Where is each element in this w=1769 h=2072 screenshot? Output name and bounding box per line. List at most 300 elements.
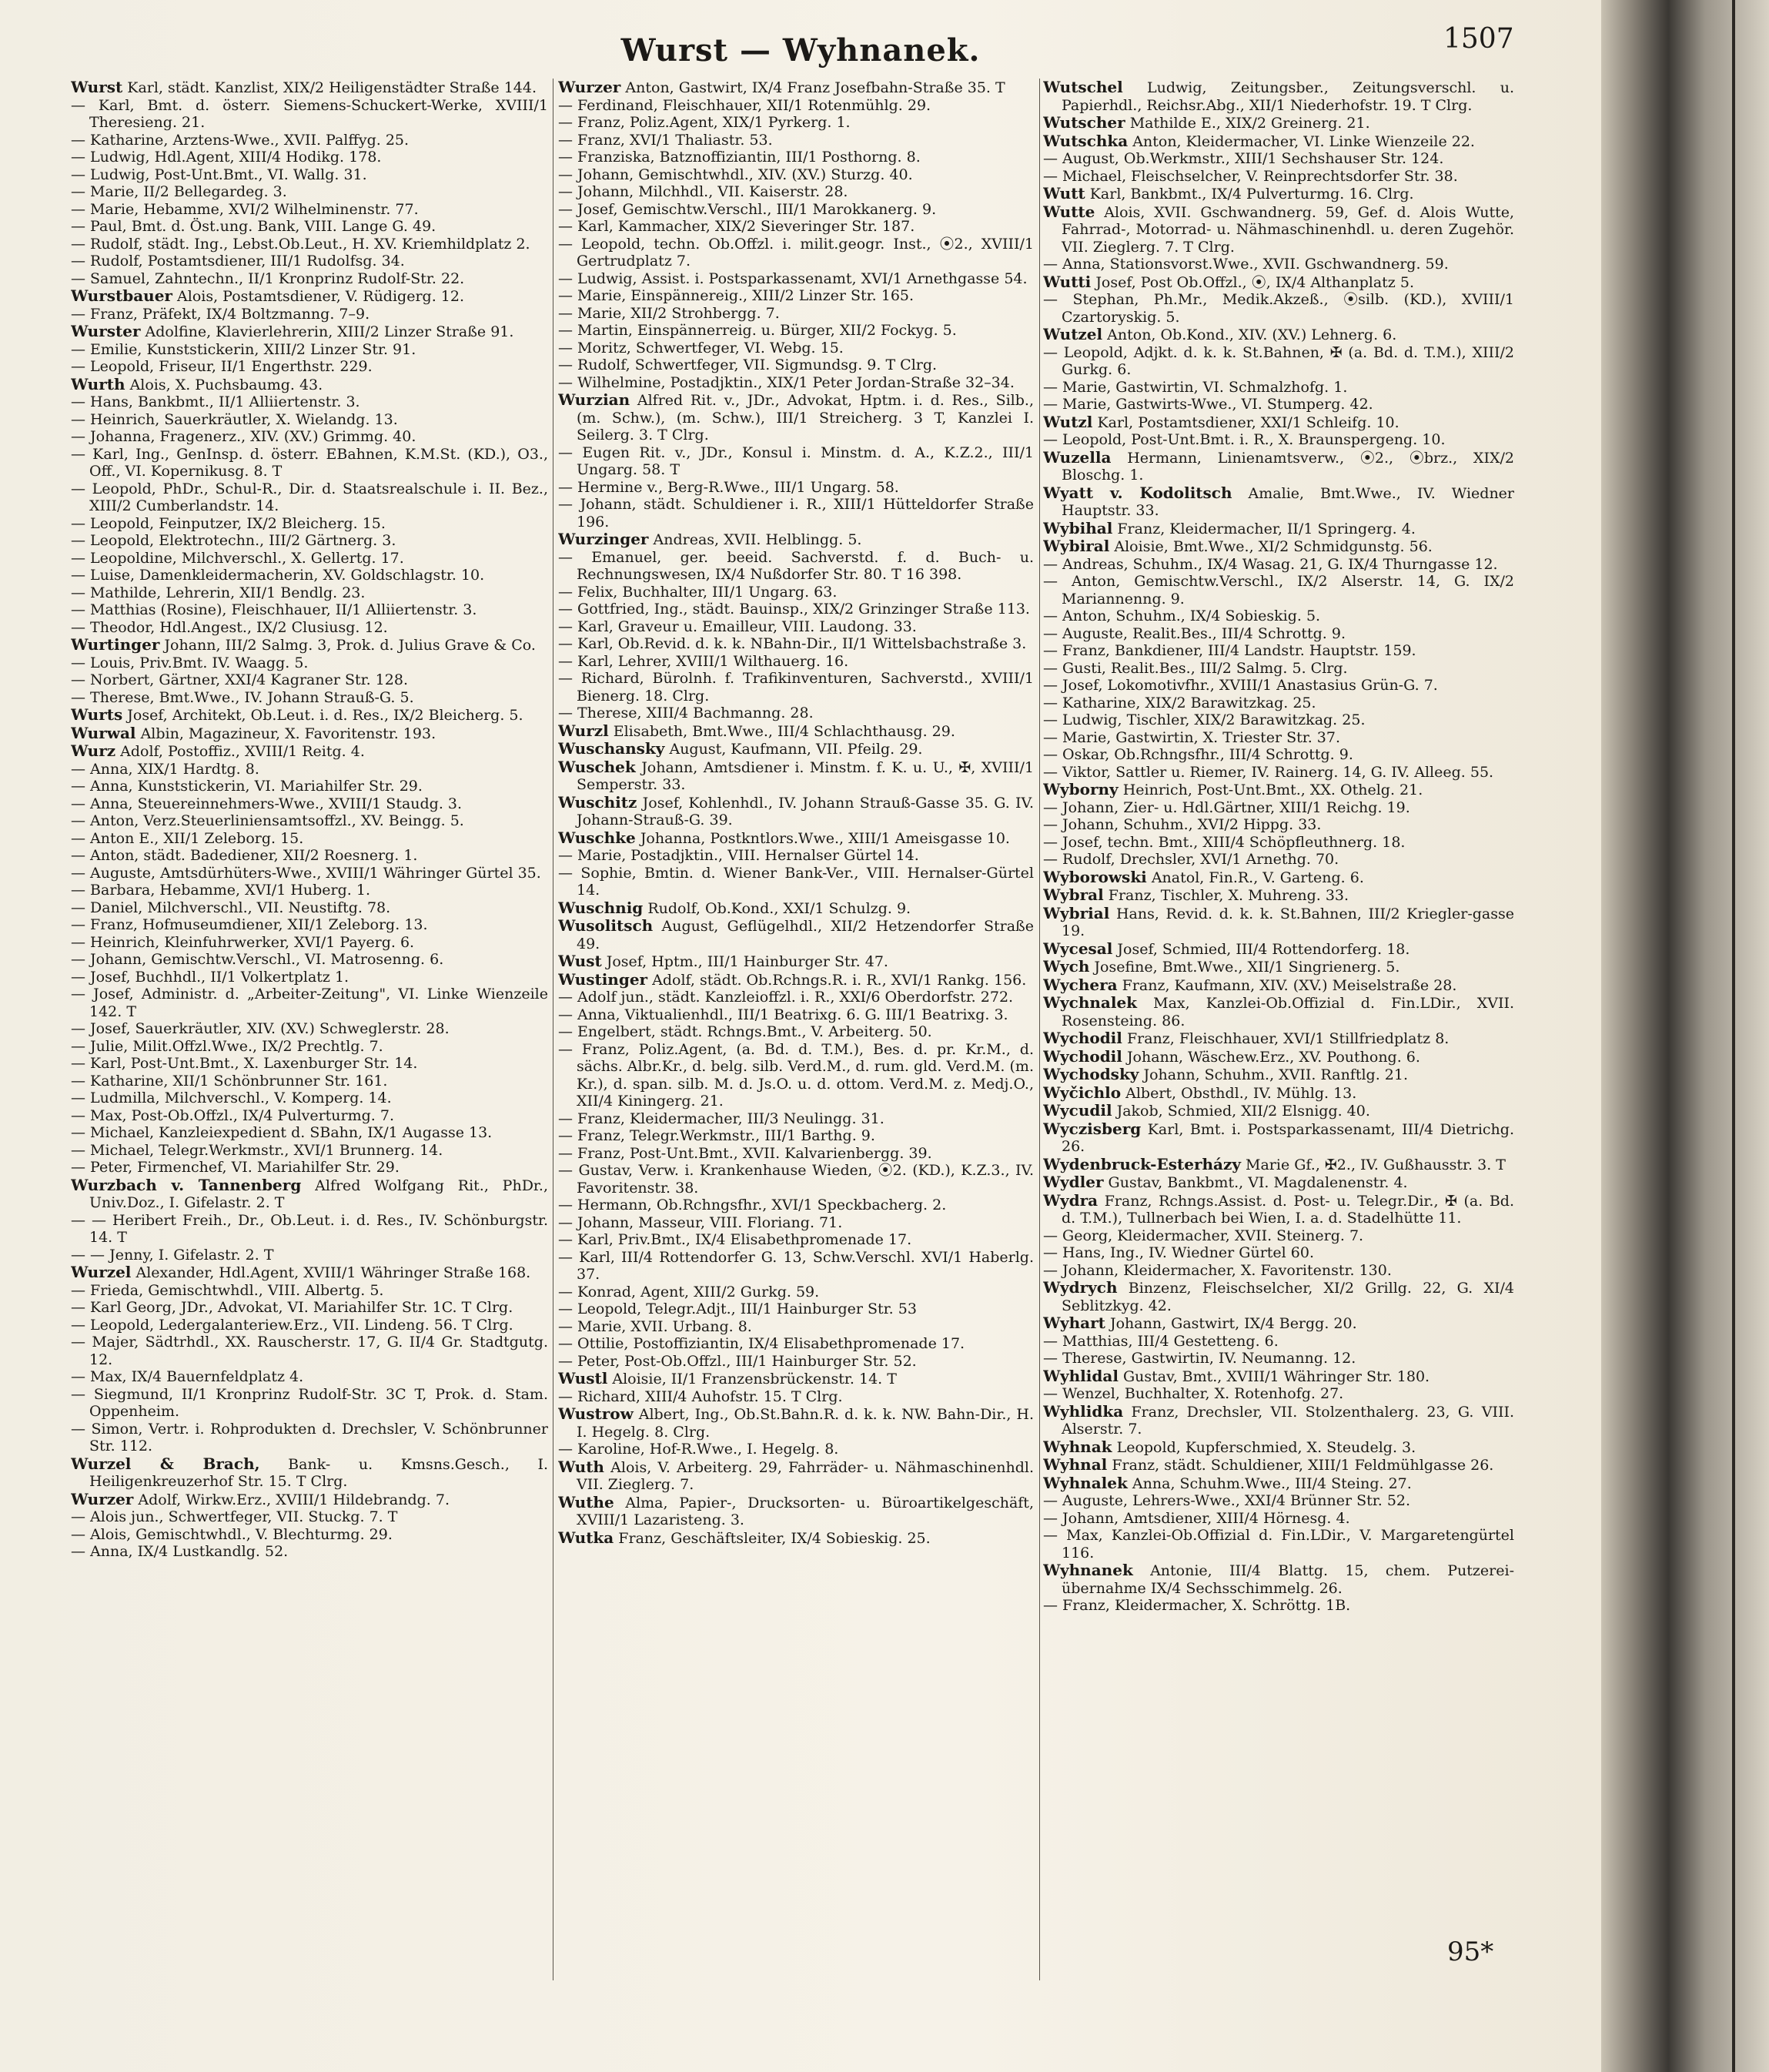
directory-entry: [558, 1110, 1034, 1128]
entry-text: — Oskar, Ob.Rchngsfhr., III/4 Schrottg. 9.: [1043, 746, 1353, 763]
entry-surname: Wurtinger: [71, 635, 160, 654]
directory-entry: [1043, 185, 1514, 203]
entry-text: — Anna, Viktualienhdl., III/1 Beatrixg. 6. G. III/1 Beatrixg. 3.: [558, 1006, 1008, 1023]
entry-surname: Wust: [558, 952, 602, 970]
entry-text: — Josef, Sauerkräutler, XIV. (XV.) Schweglerstr. 28.: [71, 1020, 450, 1037]
entry-text: Albert, Ing., Ob.St.Bahn.R. d. k. k. NW. Bahn-Dir., H. I. Hegelg. 8. Clrg.: [577, 1406, 1034, 1441]
directory-entry: [1043, 379, 1514, 397]
entry-surname: Wurst: [71, 79, 123, 96]
entry-text: — Franz, Kleidermacher, X. Schröttg. 1B.: [1043, 1597, 1351, 1614]
directory-entry: [558, 917, 1034, 952]
directory-entry: [1043, 799, 1514, 817]
entry-surname: Wurwal: [71, 723, 136, 742]
directory-entry: [71, 183, 548, 201]
entry-text: Marie Gf., ✠2., IV. Gußhausstr. 3. T: [1246, 1156, 1506, 1173]
entry-text: — Leopoldine, Milchverschl., X. Gellertg. 17.: [71, 549, 404, 567]
entry-text: Josef, Schmied, III/4 Rottendorferg. 18.: [1117, 940, 1410, 958]
entry-text: Alois, XVII. Gschwandnerg. 59, Gef. d. Alois Wutte, Fahrrad-, Motorrad- u. Nähmaschinenhdl. u. deren Zugehör. VII. Zieglerg. 7. T Clrg.: [1062, 203, 1514, 256]
entry-text: Franz, Tischler, X. Muhreng. 33.: [1108, 887, 1349, 904]
entry-text: — Franz, XVI/1 Thaliastr. 53.: [558, 131, 773, 149]
entry-text: Alfred Rit. v., JDr., Advokat, Hptm. i. d. Res., Silb., (m. Schw.), (m. Schw.), III/1 Streicherg. 3 T, Kanzlei I. Seilerg. 3. T Clrg.: [577, 392, 1034, 444]
entry-text: — Marie, Hebamme, XVI/2 Wilhelminenstr. 77.: [71, 200, 419, 218]
entry-text: — Ludmilla, Milchverschl., V. Komperg. 14.: [71, 1090, 392, 1106]
directory-entry: [71, 515, 548, 533]
directory-entry: [71, 306, 548, 323]
entry-text: Franz, städt. Schuldiener, XIII/1 Feldmühlgasse 26.: [1112, 1457, 1494, 1474]
signature-mark: 95*: [1447, 1936, 1494, 1967]
directory-entry: [71, 865, 548, 882]
entry-text: — Karl, Post-Unt.Bmt., X. Laxenburger Str. 14.: [71, 1055, 418, 1072]
entry-text: Adolf, städt. Ob.Rchngs.R. i. R., XVI/1 Rankg. 156.: [652, 971, 1027, 989]
directory-entry: [558, 79, 1034, 97]
entry-text: — Josef, Buchhdl., II/1 Volkertplatz 1.: [71, 968, 349, 986]
entry-text: — Josef, Lokomotivfhr., XVIII/1 Anastasius Grün-G. 7.: [1043, 677, 1438, 694]
entry-text: Anton, Gastwirt, IX/4 Franz Josefbahn-Straße 35. T: [625, 79, 1005, 96]
directory-entry: [1043, 431, 1514, 449]
entry-surname: Wychodil: [1043, 1029, 1122, 1047]
entry-surname: Wyborny: [1043, 780, 1119, 798]
directory-entry: [558, 584, 1034, 601]
directory-entry: [71, 899, 548, 917]
entry-text: Aloisie, II/1 Franzensbrückenstr. 14. T: [612, 1371, 897, 1387]
entry-text: — Johann, Gemischtwhdl., XIV. (XV.) Sturzg. 40.: [558, 166, 913, 183]
directory-entry: [558, 601, 1034, 618]
entry-text: — Leopold, techn. Ob.Offzl. i. milit.geogr. Inst., ⦿2., XVIII/1 Gertrudplatz 7.: [558, 235, 1034, 269]
entry-text: — Michael, Telegr.Werkmstr., XVI/1 Brunnerg. 14.: [71, 1141, 443, 1159]
entry-surname: Wurzer: [558, 79, 621, 96]
directory-entry: [71, 1526, 548, 1544]
entry-text: — Eugen Rit. v., JDr., Konsul i. Minstm. d. A., K.Z.2., III/1 Ungarg. 58. T: [558, 444, 1034, 478]
entry-text: Ludwig, Zeitungsber., Zeitungsverschl. u. Papierhdl., Reichsr.Abg., XII/1 Niederhofstr. 19. T Clrg.: [1062, 79, 1514, 114]
entry-text: — — Heribert Freih., Dr., Ob.Leut. i. d. Res., IV. Schönburgstr. 14. T: [71, 1211, 548, 1246]
directory-entry: [1043, 344, 1514, 379]
entry-text: — Anna, IX/4 Lustkandlg. 52.: [71, 1543, 289, 1560]
entry-text: — Karl, Priv.Bmt., IX/4 Elisabethpromenade 17.: [558, 1231, 912, 1248]
entry-text: — Auguste, Amtsdürhüters-Wwe., XVIII/1 Währinger Gürtel 35.: [71, 864, 541, 882]
directory-entry: [1043, 746, 1514, 764]
entry-text: Karl, Postamtsdiener, XXI/1 Schleifg. 10.: [1097, 413, 1399, 431]
entry-text: — Katharine, Arztens-Wwe., XVII. Palffyg. 25.: [71, 131, 410, 149]
directory-entry: [71, 1107, 548, 1125]
entry-text: — Majer, Sädtrhdl., XX. Rauscherstr. 17, G. II/4 Gr. Stadtgutg. 12.: [71, 1334, 548, 1368]
directory-entry: [1043, 1456, 1514, 1475]
directory-entry: [1043, 1227, 1514, 1245]
entry-surname: Wuschitz: [558, 792, 637, 812]
entry-text: Alois, V. Arbeiterg. 29, Fahrräder- u. Nähmaschinenhdl. VII. Zieglerg. 7.: [577, 1458, 1034, 1493]
entry-text: — Karl, III/4 Rottendorfer G. 13, Schw.Verschl. XVI/1 Haberlg. 37.: [558, 1248, 1034, 1283]
directory-entry: [558, 287, 1034, 305]
entry-surname: Wydler: [1043, 1173, 1104, 1191]
entry-text: Anatol, Fin.R., V. Garteng. 6.: [1151, 869, 1364, 886]
entry-text: — Therese, XIII/4 Bachmanng. 28.: [558, 705, 814, 721]
directory-entry: [71, 1177, 548, 1212]
entry-text: — Max, IX/4 Bauernfeldplatz 4.: [71, 1368, 304, 1385]
entry-text: — Marie, Gastwirts-Wwe., VI. Stumperg. 42.: [1043, 396, 1373, 413]
directory-entry: [71, 619, 548, 637]
entry-text: — Leopold, Adjkt. d. k. k. St.Bahnen, ✠ (a. Bd. d. T.M.), XIII/2 Gurkg. 6.: [1043, 343, 1514, 378]
entry-text: Elisabeth, Bmt.Wwe., III/4 Schlachthausg. 29.: [613, 722, 955, 740]
entry-text: Heinrich, Post-Unt.Bmt., XX. Othelg. 21.: [1122, 782, 1423, 798]
entry-surname: Wustrow: [558, 1404, 634, 1423]
directory-entry: [1043, 132, 1514, 151]
directory-entry: [71, 376, 548, 394]
entry-surname: Wurzl: [558, 721, 609, 740]
entry-text: — Marie, Gastwirtin, X. Triester Str. 37.: [1043, 728, 1341, 746]
entry-text: — Max, Kanzlei-Ob.Offizial d. Fin.LDir., V. Margaretengürtel 116.: [1043, 1527, 1514, 1562]
entry-surname: Wyatt v. Kodolitsch: [1043, 483, 1232, 502]
directory-entry: [1043, 695, 1514, 712]
directory-entry: [558, 391, 1034, 444]
directory-entry: [71, 218, 548, 236]
entry-text: — Marie, Einspännereig., XIII/2 Linzer Str. 165.: [558, 287, 915, 304]
entry-text: — Richard, Bürolnh. f. Trafikinventuren, Sachverstd., XVIII/1 Bienerg. 18. Clrg.: [558, 670, 1034, 705]
directory-entry: [558, 865, 1034, 899]
entry-text: — Therese, Bmt.Wwe., IV. Johann Strauß-G. 5.: [71, 688, 414, 706]
directory-entry: [1043, 905, 1514, 940]
directory-entry: [558, 1300, 1034, 1318]
directory-entry: [71, 253, 548, 270]
directory-entry: [1043, 1192, 1514, 1227]
directory-entry: [1043, 1475, 1514, 1493]
entry-text: — Johanna, Fragenerz., XIV. (XV.) Grimmg. 40.: [71, 428, 416, 445]
directory-entry: [1043, 1562, 1514, 1597]
directory-entry: [1043, 1262, 1514, 1280]
entry-text: — Gustav, Verw. i. Krankenhause Wieden, ⦿2. (KD.), K.Z.3., IV. Favoritenstr. 38.: [558, 1162, 1034, 1197]
book-gutter: [1601, 0, 1769, 2072]
entry-text: — Ottilie, Postoffiziantin, IX/4 Elisabethpromenade 17.: [558, 1335, 965, 1352]
entry-text: Franz, Geschäftsleiter, IX/4 Sobieskig. 25.: [618, 1529, 931, 1547]
entry-text: — Anna, Steuereinnehmers-Wwe., XVIII/1 Staudg. 3.: [71, 795, 463, 812]
entry-text: Alma, Papier-, Drucksorten- u. Büroartikelgeschäft, XVIII/1 Lazaristeng. 3.: [577, 1494, 1034, 1528]
entry-text: Jakob, Schmied, XII/2 Elsnigg. 40.: [1116, 1103, 1370, 1120]
directory-entry: [1043, 851, 1514, 869]
directory-entry: [1043, 1367, 1514, 1386]
directory-entry: [1043, 1597, 1514, 1615]
entry-text: — Johann, Milchhdl., VII. Kaiserstr. 28.: [558, 183, 848, 200]
entry-text: Alexander, Hdl.Agent, XVIII/1 Währinger Straße 168.: [135, 1264, 531, 1281]
entry-text: — Leopold, Post-Unt.Bmt. i. R., X. Braunspergeng. 10.: [1043, 431, 1446, 448]
entry-text: Binzenz, Fleischselcher, XI/2 Grillg. 22, G. XI/4 Seblitzkyg. 42.: [1062, 1280, 1514, 1314]
directory-entry: [71, 1124, 548, 1142]
entry-surname: Wustl: [558, 1369, 608, 1387]
entry-text: Johann, Amtsdiener i. Minstm. f. K. u. U., ✠, XVIII/1 Semperstr. 33.: [577, 758, 1034, 793]
entry-text: Alois, Postamtsdiener, V. Rüdigerg. 12.: [177, 288, 464, 305]
directory-entry: [1043, 1438, 1514, 1457]
entry-text: — Adolf jun., städt. Kanzleioffzl. i. R., XXI/6 Oberdorfstr. 272.: [558, 989, 1014, 1006]
directory-entry: [71, 830, 548, 848]
entry-text: — Karl, Bmt. d. österr. Siemens-Schuckert-Werke, XVIII/1 Theresieng. 21.: [71, 96, 548, 131]
entry-text: — Peter, Firmenchef, VI. Mariahilfer Str. 29.: [71, 1159, 400, 1176]
entry-text: Gustav, Bmt., XVIII/1 Währinger Str. 180.: [1122, 1367, 1430, 1385]
entry-text: — Stephan, Ph.Mr., Medik.Akzeß., ⦿silb. (KD.), XVIII/1 Czartoryskig. 5.: [1043, 291, 1514, 326]
entry-text: — Ludwig, Hdl.Agent, XIII/4 Hodikg. 178.: [71, 149, 382, 166]
entry-surname: Wydenbruck-Esterházy: [1043, 1154, 1241, 1173]
entry-text: — Josef, Gemischtw.Verschl., III/1 Marokkanerg. 9.: [558, 200, 937, 218]
entry-text: — Daniel, Milchverschl., VII. Neustiftg. 78.: [71, 899, 391, 916]
entry-text: — Matthias (Rosine), Fleischhauer, II/1 Alliiertenstr. 3.: [71, 601, 477, 618]
entry-text: — Richard, XIII/4 Auhofstr. 15. T Clrg.: [558, 1387, 843, 1405]
directory-entry: [71, 1299, 548, 1317]
entry-text: — Matthias, III/4 Gestetteng. 6.: [1043, 1332, 1279, 1350]
entry-text: — Karl, Lehrer, XVIII/1 Wilthauerg. 16.: [558, 652, 849, 670]
directory-entry: [71, 132, 548, 149]
directory-entry: [558, 1458, 1034, 1494]
directory-entry: [71, 812, 548, 830]
directory-entry: [558, 1197, 1034, 1214]
entry-text: — Anna, XIX/1 Hardtg. 8.: [71, 760, 259, 778]
entry-text: — Marie, Postadjktin., VIII. Hernalser Gürtel 14.: [558, 847, 919, 864]
directory-entry: [1043, 729, 1514, 747]
entry-text: — Leopold, Friseur, II/1 Engerthstr. 229.: [71, 358, 373, 375]
directory-entry: [558, 97, 1034, 115]
entry-surname: Wutzel: [1043, 325, 1103, 343]
entry-text: — Marie, Gastwirtin, VI. Schmalzhofg. 1.: [1043, 378, 1348, 396]
entry-text: Leopold, Kupferschmied, X. Steudelg. 3.: [1116, 1438, 1416, 1456]
directory-entry: [1043, 291, 1514, 326]
entry-surname: Wych: [1043, 957, 1090, 976]
entry-text: — Anton, Gemischtw.Verschl., IX/2 Alserstr. 14, G. IX/2 Mariannenng. 9.: [1043, 573, 1514, 608]
directory-entry: [71, 761, 548, 778]
directory-entry: [558, 722, 1034, 741]
entry-text: — Emilie, Kunststickerin, XIII/2 Linzer Str. 91.: [71, 340, 416, 358]
directory-entry: [71, 236, 548, 253]
entry-surname: Wutte: [1043, 202, 1095, 221]
entry-text: — Katharine, XIX/2 Barawitzkag. 25.: [1043, 694, 1316, 711]
entry-surname: Wyhnal: [1043, 1455, 1108, 1474]
directory-entry: [558, 705, 1034, 722]
entry-text: — Marie, XVII. Urbang. 8.: [558, 1317, 752, 1335]
entry-text: — Franz, Post-Unt.Bmt., XVII. Kalvarienbergg. 39.: [558, 1144, 932, 1162]
directory-entry: [1043, 625, 1514, 643]
directory-entry: [558, 971, 1034, 989]
directory-entry: [71, 323, 548, 341]
directory-entry: [71, 986, 548, 1020]
directory-entry: [1043, 114, 1514, 132]
directory-entry: [1043, 994, 1514, 1029]
entry-text: — Marie, XII/2 Strohbergg. 7.: [558, 304, 780, 322]
directory-entry: [1043, 608, 1514, 625]
directory-entry: [1043, 537, 1514, 556]
directory-entry: [1043, 168, 1514, 186]
directory-entry: [558, 1529, 1034, 1548]
directory-entry: [1043, 256, 1514, 273]
directory-entry: [558, 740, 1034, 758]
entry-surname: Wutt: [1043, 184, 1085, 203]
entry-text: — Anna, Stationsvorst.Wwe., XVII. Gschwandnerg. 59.: [1043, 256, 1449, 273]
directory-entry: [71, 550, 548, 567]
entry-text: — Hans, Ing., IV. Wiedner Gürtel 60.: [1043, 1244, 1315, 1261]
entry-text: — Peter, Post-Ob.Offzl., III/1 Hainburger Str. 52.: [558, 1352, 917, 1370]
entry-surname: Wychera: [1043, 975, 1118, 994]
entry-text: — Heinrich, Sauerkräutler, X. Wielandg. 13.: [71, 410, 398, 428]
column-2: [558, 79, 1034, 1988]
directory-entry: [558, 201, 1034, 219]
directory-entry: [71, 1038, 548, 1056]
directory-entry: [71, 1212, 548, 1247]
entry-text: Alfred Wolfgang Rit., PhDr., Univ.Doz., I. Gifelastr. 2. T: [89, 1177, 548, 1211]
entry-text: — Karl, Kammacher, XIX/2 Sieveringer Str. 187.: [558, 218, 915, 235]
entry-surname: Wurts: [71, 705, 123, 724]
directory-entry: [71, 1508, 548, 1526]
entry-text: — Johann, städt. Schuldiener i. R., XIII/1 Hütteldorfer Straße 196.: [558, 496, 1034, 531]
entry-text: Andreas, XVII. Helblingg. 5.: [653, 531, 862, 548]
directory-entry: [1043, 203, 1514, 256]
entry-surname: Wuschke: [558, 828, 636, 847]
directory-entry: [71, 358, 548, 376]
entry-surname: Wutscher: [1043, 113, 1125, 132]
directory-entry: [1043, 1066, 1514, 1084]
entry-surname: Wurz: [71, 741, 116, 760]
entry-text: — Andreas, Schuhm., IX/4 Wasag. 21, G. IX/4 Thurngasse 12.: [1043, 555, 1498, 573]
entry-text: Aloisie, Bmt.Wwe., XI/2 Schmidgunstg. 56.: [1114, 538, 1433, 555]
entry-text: — Franziska, Batznoffiziantin, III/1 Posthorng. 8.: [558, 149, 921, 166]
entry-text: — Max, Post-Ob.Offzl., IX/4 Pulverturmg. 7.: [71, 1106, 394, 1124]
entry-text: — Leopold, PhDr., Schul-R., Dir. d. Staatsrealschule i. II. Bez., XIII/2 Cumberlandstr. 14.: [71, 480, 548, 514]
entry-text: — Leopold, Elektrotechn., III/2 Gärtnerg. 3.: [71, 532, 396, 549]
directory-entry: [558, 829, 1034, 848]
entry-text: — August, Ob.Werkmstr., XIII/1 Sechshauser Str. 124.: [1043, 150, 1444, 167]
entry-surname: Wutschel: [1043, 79, 1123, 96]
entry-text: Josef, Architekt, Ob.Leut. i. d. Res., IX/2 Bleicherg. 5.: [127, 707, 523, 724]
entry-text: — Karl, Ob.Revid. d. k. k. NBahn-Dir., II/1 Wittelsbachstraße 3.: [558, 635, 1027, 652]
entry-surname: Wybihal: [1043, 518, 1113, 537]
directory-entry: [71, 795, 548, 813]
directory-entry: [71, 97, 548, 132]
entry-surname: Wuth: [558, 1457, 604, 1476]
directory-entry: [558, 356, 1034, 374]
directory-entry: [71, 671, 548, 689]
directory-entry: [71, 1090, 548, 1107]
entry-surname: Wuthe: [558, 1492, 614, 1511]
entry-surname: Wustinger: [558, 969, 648, 989]
directory-entry: [71, 1142, 548, 1160]
entry-text: Max, Kanzlei-Ob.Offizial d. Fin.LDir., XVII. Rosensteing. 86.: [1062, 995, 1514, 1029]
entry-text: Josefine, Bmt.Wwe., XII/1 Singrienerg. 5.: [1094, 959, 1400, 976]
directory-entry: [71, 725, 548, 743]
directory-entry: [558, 374, 1034, 392]
directory-entry: [1043, 413, 1514, 432]
directory-entry: [1043, 1120, 1514, 1156]
entry-text: — Rudolf, städt. Ing., Lebst.Ob.Leut., H. XV. Kriemhildplatz 2.: [71, 235, 530, 253]
directory-entry: [1043, 677, 1514, 695]
entry-text: — Sophie, Bmtin. d. Wiener Bank-Ver., VIII. Hernalser-Gürtel 14.: [558, 864, 1034, 899]
directory-entry: [1043, 1527, 1514, 1562]
entry-text: — Josef, Administr. d. „Arbeiter-Zeitung", VI. Linke Wienzeile 142. T: [71, 986, 548, 1020]
entry-surname: Wyhnalek: [1043, 1473, 1128, 1492]
directory-entry: [71, 601, 548, 619]
entry-surname: Wuschek: [558, 757, 636, 776]
entry-text: Anton, Ob.Kond., XIV. (XV.) Lehnerg. 6.: [1107, 326, 1397, 343]
directory-entry: [1043, 869, 1514, 887]
entry-surname: Wyhnak: [1043, 1437, 1112, 1456]
entry-surname: Wycesal: [1043, 939, 1113, 958]
directory-entry: [71, 287, 548, 306]
entry-text: Johanna, Postkntlors.Wwe., XIII/1 Ameisgasse 10.: [640, 829, 1010, 847]
entry-surname: Wybral: [1043, 885, 1104, 904]
entry-text: — Franz, Telegr.Werkmstr., III/1 Barthg. 9.: [558, 1127, 875, 1144]
entry-surname: Wutka: [558, 1528, 614, 1547]
entry-text: Adolfine, Klavierlehrerin, XIII/2 Linzer Straße 91.: [145, 323, 514, 340]
entry-text: Johann, Gastwirt, IX/4 Bergg. 20.: [1109, 1315, 1357, 1332]
entry-text: — Alois, Gemischtwhdl., V. Blechturmg. 29.: [71, 1525, 393, 1543]
directory-entry: [1043, 396, 1514, 413]
entry-surname: Wurzian: [558, 390, 630, 409]
directory-entry: [1043, 1048, 1514, 1066]
entry-text: — Hermine v., Berg-R.Wwe., III/1 Ungarg. 58.: [558, 478, 899, 496]
entry-text: — Auguste, Realit.Bes., III/4 Schrottg. 9.: [1043, 624, 1346, 642]
directory-entry: [71, 706, 548, 725]
entry-surname: Wybrial: [1043, 903, 1110, 922]
directory-entry: [71, 79, 548, 97]
entry-surname: Wurzbach v. Tannenberg: [71, 1175, 302, 1194]
directory-entry: [1043, 1156, 1514, 1174]
directory-entry: [1043, 1029, 1514, 1048]
entry-text: — Moritz, Schwertfeger, VI. Webg. 15.: [558, 339, 844, 356]
entry-text: Albert, Obsthdl., IV. Mühlg. 13.: [1125, 1084, 1357, 1102]
entry-text: — Paul, Bmt. d. Öst.ung. Bank, VIII. Lange G. 49.: [71, 218, 436, 235]
entry-surname: Wyhlidka: [1043, 1401, 1124, 1421]
directory-entry: [71, 1055, 548, 1073]
entry-surname: Wurster: [71, 322, 141, 340]
entry-surname: Wydrych: [1043, 1278, 1118, 1297]
directory-entry: [71, 166, 548, 184]
entry-text: Franz, Kleidermacher, II/1 Springerg. 4.: [1117, 520, 1416, 537]
entry-text: — Johann, Zier- u. Hdl.Gärtner, XIII/1 Reichg. 19.: [1043, 798, 1410, 816]
directory-entry: [558, 1041, 1034, 1110]
directory-entry: [1043, 1350, 1514, 1367]
entry-text: Josef, Post Ob.Offzl., ⦿, IX/4 Althanplatz 5.: [1095, 273, 1414, 291]
entry-text: — Ferdinand, Fleischhauer, XII/1 Rotenmühlg. 29.: [558, 96, 931, 114]
entry-text: — Michael, Fleischselcher, V. Reinprechtsdorfer Str. 38.: [1043, 167, 1458, 185]
directory-entry: [558, 952, 1034, 971]
entry-text: — Viktor, Sattler u. Riemer, IV. Rainerg. 14, G. IV. Alleeg. 55.: [1043, 763, 1494, 781]
entry-surname: Wyhlidal: [1043, 1366, 1119, 1385]
directory-entry: [558, 1231, 1034, 1249]
directory-entry: [1043, 1173, 1514, 1192]
entry-text: Franz, Drechsler, VII. Stolzenthalerg. 23, G. VIII. Alserstr. 7.: [1062, 1403, 1514, 1438]
entry-text: — Johann, Amtsdiener, XIII/4 Hörnesg. 4.: [1043, 1509, 1350, 1527]
directory-entry: [558, 322, 1034, 340]
directory-entry: [558, 635, 1034, 653]
directory-entry: [558, 1214, 1034, 1232]
entry-surname: Wuzella: [1043, 447, 1112, 467]
entry-text: — Marie, II/2 Bellegardeg. 3.: [71, 183, 287, 200]
entry-surname: Wyčichlo: [1043, 1083, 1122, 1102]
directory-entry: [1043, 1333, 1514, 1351]
entry-text: — Barbara, Hebamme, XVI/1 Huberg. 1.: [71, 882, 370, 899]
directory-entry: [71, 636, 548, 654]
directory-entry: [1043, 781, 1514, 799]
entry-text: Alois, X. Puchsbaumg. 43.: [129, 376, 323, 393]
directory-entry: [71, 1073, 548, 1090]
entry-text: — Frieda, Gemischtwhdl., VIII. Albertg. 5.: [71, 1281, 384, 1299]
entry-text: — Engelbert, städt. Rchngs.Bmt., V. Arbeiterg. 50.: [558, 1023, 932, 1040]
entry-text: Adolf, Wirkw.Erz., XVIII/1 Hildebrandg. 7.: [138, 1491, 450, 1508]
entry-surname: Wurzel: [71, 1263, 132, 1281]
directory-entry: [558, 149, 1034, 166]
directory-entry: [558, 1318, 1034, 1336]
entry-text: — Johann, Kleidermacher, X. Favoritenstr. 130.: [1043, 1261, 1392, 1279]
directory-entry: [71, 951, 548, 969]
directory-entry: [558, 1353, 1034, 1371]
entry-text: — — Jenny, I. Gifelastr. 2. T: [71, 1246, 274, 1264]
directory-entry: [1043, 1244, 1514, 1262]
directory-entry: [71, 1421, 548, 1455]
directory-entry: [71, 969, 548, 986]
entry-surname: Wutschka: [1043, 131, 1129, 150]
entry-text: — Samuel, Zahntechn., II/1 Kronprinz Rudolf-Str. 22.: [71, 269, 465, 287]
entry-text: Hans, Revid. d. k. k. St.Bahnen, III/2 Kriegler-gasse 19.: [1062, 905, 1514, 939]
